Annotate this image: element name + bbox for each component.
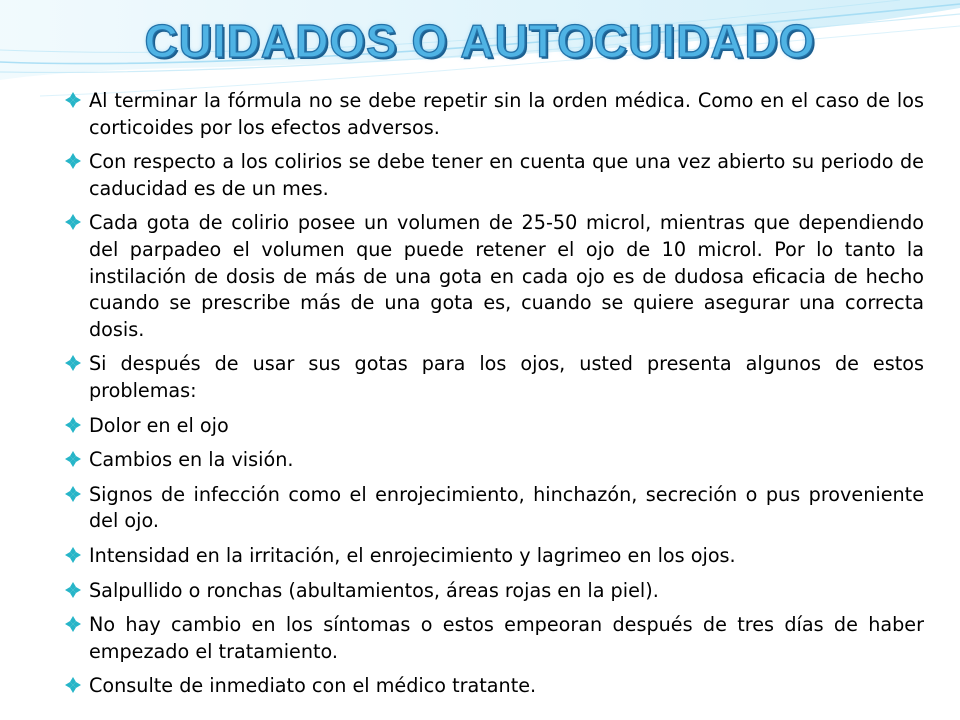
list-item-text: Salpullido o ronchas (abultamientos, áreas rojas en la piel). (89, 578, 659, 602)
list-item (62, 482, 924, 535)
diamond-bullet-icon (62, 89, 84, 111)
diamond-bullet-icon (62, 544, 84, 566)
diamond-bullet-icon (62, 211, 84, 233)
list-item (62, 578, 924, 605)
list-item (62, 88, 924, 141)
list-item-text: Dolor en el ojo (89, 413, 229, 437)
list-item (62, 210, 924, 343)
diamond-bullet-icon (62, 613, 84, 635)
list-item (62, 447, 924, 474)
list-item (62, 149, 924, 202)
list-item-text: No hay cambio en los síntomas o estos empeoran después de tres días de haber empezado el tratamiento. (89, 613, 924, 663)
list-item-text: Si después de usar sus gotas para los ojos, usted presenta algunos de estos problemas: (89, 352, 924, 402)
list-item-text: Consulte de inmediato con el médico tratante. (89, 674, 537, 698)
list-item (62, 413, 924, 440)
diamond-bullet-icon (62, 352, 84, 374)
diamond-bullet-icon (62, 150, 84, 172)
list-item-text: Al terminar la fórmula no se debe repetir sin la orden médica. Como en el caso de los corticoides por los efectos adversos. (89, 89, 924, 139)
list-item (62, 351, 924, 404)
list-item (62, 612, 924, 665)
list-item (62, 673, 924, 700)
list-item-text: Cambios en la visión. (89, 448, 294, 472)
list-item-text: Intensidad en la irritación, el enrojecimiento y lagrimeo en los ojos. (89, 543, 736, 567)
diamond-bullet-icon (62, 483, 84, 505)
bullet-list (62, 88, 924, 708)
diamond-bullet-icon (62, 414, 84, 436)
list-item-text: Con respecto a los colirios se debe tener en cuenta que una vez abierto su periodo de caducidad es de un mes. (89, 150, 924, 200)
diamond-bullet-icon (62, 448, 84, 470)
list-item-text: Cada gota de colirio posee un volumen de 25-50 microl, mientras que dependiendo del parpadeo el volumen que puede retener el ojo de 10 microl. Por lo tanto la instilación de dosis de más de una gota en cada ojo es de dudosa eficacia de hecho cuando se prescribe más de una gota es, cuando se quiere asegurar una correcta dosis. (89, 211, 924, 341)
slide-title: CUIDADOS O AUTOCUIDADO (144, 15, 816, 67)
diamond-bullet-icon (62, 579, 84, 601)
list-item (62, 543, 924, 570)
diamond-bullet-icon (62, 674, 84, 696)
list-item-text: Signos de infección como el enrojecimiento, hinchazón, secreción o pus proveniente del ojo. (89, 482, 924, 533)
